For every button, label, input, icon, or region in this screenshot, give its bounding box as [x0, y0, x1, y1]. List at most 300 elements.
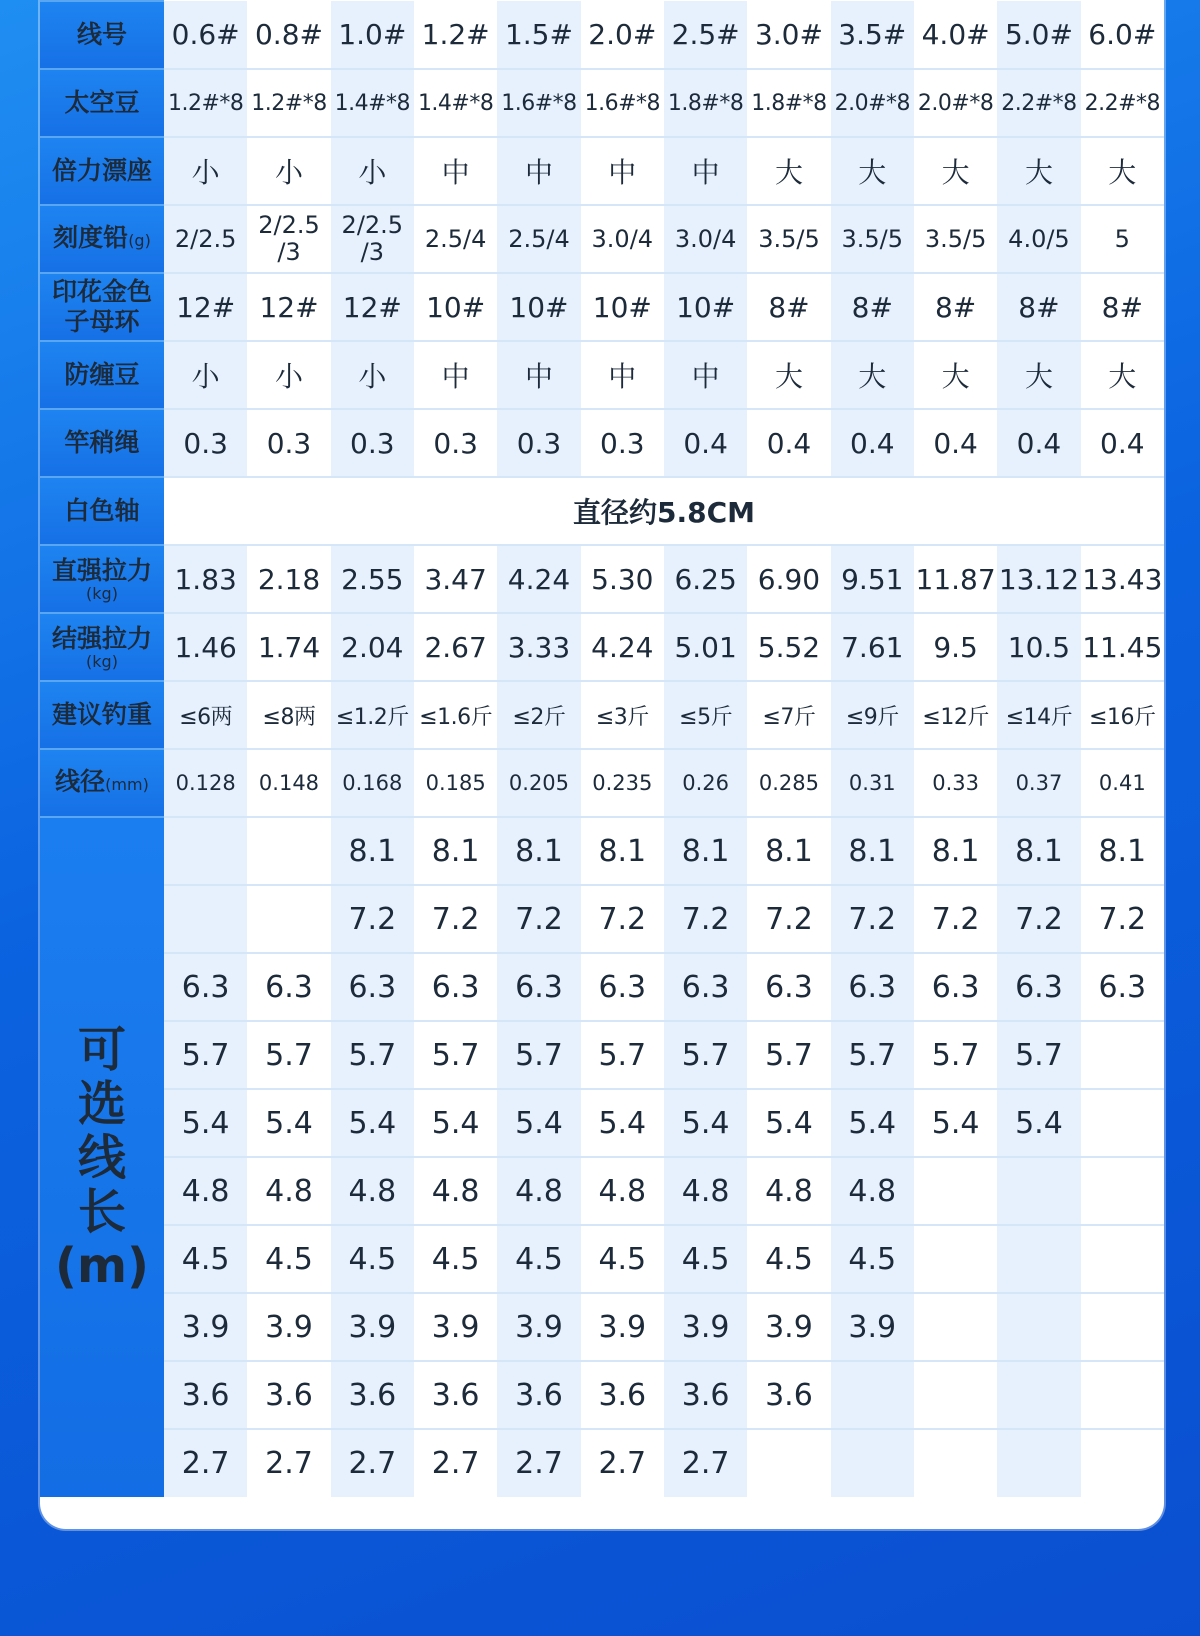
length-cell [831, 1361, 914, 1429]
length-cell: 4.5 [497, 1225, 580, 1293]
spec-cell: ≤7斤 [747, 681, 830, 749]
spec-cell: ≤1.6斤 [414, 681, 497, 749]
spec-cell: 3.5/5 [747, 205, 830, 273]
spec-cell: 1.6#*8 [497, 69, 580, 137]
spec-cell: 1.74 [247, 613, 330, 681]
spec-cell: 大 [747, 137, 830, 205]
spec-cell: 1.46 [164, 613, 247, 681]
length-cell: 3.9 [747, 1293, 830, 1361]
spec-cell: ≤5斤 [664, 681, 747, 749]
spec-cell: 4.24 [581, 613, 664, 681]
spec-row-suggested-weight [40, 681, 1164, 749]
length-cell: 6.3 [581, 953, 664, 1021]
spec-cell: ≤16斤 [1081, 681, 1164, 749]
spec-cell: 2.2#*8 [997, 69, 1080, 137]
length-cell: 3.6 [414, 1361, 497, 1429]
length-cell: 4.8 [747, 1157, 830, 1225]
spec-cell: 0.33 [914, 749, 997, 817]
spec-cell: 0.4 [747, 409, 830, 477]
length-cell: 3.6 [331, 1361, 414, 1429]
length-cell: 5.4 [247, 1089, 330, 1157]
length-cell [1081, 1361, 1164, 1429]
spec-cell: 0.185 [414, 749, 497, 817]
length-cell: 6.3 [497, 953, 580, 1021]
length-cell: 2.7 [664, 1429, 747, 1497]
spec-cell-line: 2/2.5 [258, 211, 320, 239]
row-label-anti-tangle [40, 341, 164, 409]
length-cell: 7.2 [414, 885, 497, 953]
spec-cell: 0.4 [997, 409, 1080, 477]
spec-cell: 2.55 [331, 545, 414, 613]
spec-cell: ≤1.2斤 [331, 681, 414, 749]
length-cell: 5.7 [747, 1021, 830, 1089]
row-label-tip-rope [40, 409, 164, 477]
length-row [40, 885, 1164, 953]
spec-cell [331, 205, 414, 273]
length-cell: 5.7 [414, 1021, 497, 1089]
length-cell [1081, 1089, 1164, 1157]
length-cell: 4.8 [581, 1157, 664, 1225]
spec-cell: 大 [831, 137, 914, 205]
spec-cell: 5.52 [747, 613, 830, 681]
length-cell: 5.7 [997, 1021, 1080, 1089]
spec-cell: 中 [414, 137, 497, 205]
row-label-text: 倍力漂座 [51, 156, 152, 185]
length-cell: 4.8 [164, 1157, 247, 1225]
length-cell: 5.4 [997, 1089, 1080, 1157]
length-cell: 5.7 [664, 1021, 747, 1089]
length-cell: 3.6 [164, 1361, 247, 1429]
length-cell: 3.9 [331, 1293, 414, 1361]
spec-card [40, 0, 1164, 1529]
spec-cell: 0.128 [164, 749, 247, 817]
spec-cell: 13.43 [1081, 545, 1164, 613]
length-cell: 3.9 [581, 1293, 664, 1361]
length-cell: 8.1 [997, 817, 1080, 885]
spec-cell: 中 [581, 341, 664, 409]
spec-cell: 7.61 [831, 613, 914, 681]
row-label-text: 防缠豆 [64, 360, 140, 389]
spec-row-white-spool [40, 477, 1164, 545]
spec-cell: 3.0/4 [664, 205, 747, 273]
spec-cell: 2.0# [581, 1, 664, 69]
spec-cell: 1.8#*8 [664, 69, 747, 137]
length-label-char: (m) [55, 1237, 149, 1294]
spec-cell: 3.5/5 [914, 205, 997, 273]
length-cell [914, 1157, 997, 1225]
spec-cell: 3.5/5 [831, 205, 914, 273]
spec-cell: 9.5 [914, 613, 997, 681]
row-label-text: 建议钓重 [51, 700, 152, 729]
spec-cell: 小 [331, 341, 414, 409]
length-cell: 6.3 [664, 953, 747, 1021]
row-label-text: 直强拉力 [51, 556, 152, 585]
spec-row-space-beans [40, 69, 1164, 137]
spec-cell: ≤12斤 [914, 681, 997, 749]
length-cell: 8.1 [331, 817, 414, 885]
spec-cell: 2.2#*8 [1081, 69, 1164, 137]
length-row [40, 817, 1164, 885]
row-label-knot-strength [40, 613, 164, 681]
spec-cell: 5.0# [997, 1, 1080, 69]
length-cell [914, 1361, 997, 1429]
length-cell [914, 1293, 997, 1361]
spec-cell: 0.148 [247, 749, 330, 817]
length-cell: 4.5 [664, 1225, 747, 1293]
row-label-text: 白色轴 [64, 496, 140, 525]
length-cell: 4.5 [164, 1225, 247, 1293]
spec-cell: 中 [581, 137, 664, 205]
spool-diameter-cell: 直径约5.8CM [164, 477, 1164, 545]
spec-cell: 8# [1081, 273, 1164, 341]
spec-cell: 1.83 [164, 545, 247, 613]
spec-cell: 2.04 [331, 613, 414, 681]
spec-cell: 0.4 [914, 409, 997, 477]
spec-cell: 0.205 [497, 749, 580, 817]
length-cell: 7.2 [1081, 885, 1164, 953]
row-label-text: 太空豆 [64, 88, 140, 117]
length-cell: 3.9 [164, 1293, 247, 1361]
spec-cell: 2/2.5 [164, 205, 247, 273]
spec-cell: 0.3 [497, 409, 580, 477]
spec-cell: ≤3斤 [581, 681, 664, 749]
spec-cell: 3.0/4 [581, 205, 664, 273]
spec-cell: 中 [497, 341, 580, 409]
length-cell [1081, 1225, 1164, 1293]
length-options-label [40, 817, 164, 1497]
row-label-suggested-weight [40, 681, 164, 749]
length-row [40, 1361, 1164, 1429]
spec-cell: 6.90 [747, 545, 830, 613]
length-cell: 2.7 [414, 1429, 497, 1497]
length-cell: 4.8 [831, 1157, 914, 1225]
length-cell: 5.7 [164, 1021, 247, 1089]
length-row [40, 953, 1164, 1021]
row-label-unit: (g) [128, 230, 151, 250]
length-cell: 4.8 [664, 1157, 747, 1225]
spec-cell: 12# [247, 273, 330, 341]
spec-cell: 10# [414, 273, 497, 341]
length-cell: 8.1 [1081, 817, 1164, 885]
spec-cell: 10.5 [997, 613, 1080, 681]
length-cell: 7.2 [914, 885, 997, 953]
spec-cell: 10# [664, 273, 747, 341]
row-label-text: 线号 [76, 20, 127, 49]
spec-cell: 0.4 [1081, 409, 1164, 477]
length-cell: 2.7 [497, 1429, 580, 1497]
length-cell: 3.9 [247, 1293, 330, 1361]
length-cell [747, 1429, 830, 1497]
row-label-text: 刻度铅 [53, 222, 129, 252]
spec-cell: 0.4 [831, 409, 914, 477]
length-cell: 3.9 [831, 1293, 914, 1361]
spec-cell: 4.24 [497, 545, 580, 613]
length-cell: 7.2 [747, 885, 830, 953]
length-cell: 3.6 [247, 1361, 330, 1429]
spec-cell: 0.235 [581, 749, 664, 817]
spec-cell: 1.4#*8 [414, 69, 497, 137]
row-label-unit: (kg) [86, 584, 118, 603]
length-row [40, 1429, 1164, 1497]
length-cell: 8.1 [664, 817, 747, 885]
length-label-char: 选 [77, 1075, 126, 1132]
length-cell: 7.2 [497, 885, 580, 953]
spec-cell: 0.285 [747, 749, 830, 817]
spec-row-float-seat [40, 137, 1164, 205]
spec-cell: 0.8# [247, 1, 330, 69]
length-cell: 3.6 [747, 1361, 830, 1429]
length-cell [247, 885, 330, 953]
spec-cell: 0.168 [331, 749, 414, 817]
spec-cell: 0.4 [664, 409, 747, 477]
spec-cell: 11.45 [1081, 613, 1164, 681]
row-label-unit: (mm) [105, 774, 149, 794]
length-row [40, 1293, 1164, 1361]
spec-row-line-diameter [40, 749, 1164, 817]
spec-cell: 大 [831, 341, 914, 409]
spec-cell: 大 [997, 137, 1080, 205]
row-label-straight-strength [40, 545, 164, 613]
length-cell: 5.4 [914, 1089, 997, 1157]
spec-cell: 6.25 [664, 545, 747, 613]
spec-cell: 2.0#*8 [831, 69, 914, 137]
length-cell: 5.7 [581, 1021, 664, 1089]
length-cell: 5.4 [414, 1089, 497, 1157]
spec-cell: 4.0/5 [997, 205, 1080, 273]
length-cell [997, 1293, 1080, 1361]
length-cell: 3.6 [664, 1361, 747, 1429]
length-cell [164, 817, 247, 885]
row-label-white-spool [40, 477, 164, 545]
spec-cell: 0.37 [997, 749, 1080, 817]
spec-cell: 8# [914, 273, 997, 341]
row-label-scale-lead [40, 205, 164, 273]
length-cell [831, 1429, 914, 1497]
length-cell: 8.1 [581, 817, 664, 885]
length-row [40, 1089, 1164, 1157]
spec-cell: 1.4#*8 [331, 69, 414, 137]
length-cell [1081, 1021, 1164, 1089]
spec-table [40, 0, 1164, 1497]
length-cell: 6.3 [831, 953, 914, 1021]
length-cell: 8.1 [414, 817, 497, 885]
length-cell: 4.8 [497, 1157, 580, 1225]
length-cell [1081, 1293, 1164, 1361]
spec-cell: 0.3 [414, 409, 497, 477]
spec-cell: 中 [497, 137, 580, 205]
length-cell: 8.1 [497, 817, 580, 885]
spec-cell: 0.3 [581, 409, 664, 477]
length-cell: 6.3 [1081, 953, 1164, 1021]
row-label-swivel-ring [40, 273, 164, 341]
length-cell [914, 1429, 997, 1497]
spec-cell: 中 [664, 341, 747, 409]
length-cell: 5.7 [914, 1021, 997, 1089]
spec-cell: 小 [247, 137, 330, 205]
spec-cell: 5.30 [581, 545, 664, 613]
length-cell: 3.9 [664, 1293, 747, 1361]
spec-cell: 12# [164, 273, 247, 341]
length-cell: 3.9 [414, 1293, 497, 1361]
spec-row-anti-tangle [40, 341, 1164, 409]
spec-cell: 大 [914, 137, 997, 205]
spec-cell: 3.5# [831, 1, 914, 69]
spec-row-line-number [40, 1, 1164, 69]
spec-cell: 11.87 [914, 545, 997, 613]
spec-cell: 8# [747, 273, 830, 341]
spec-cell: 0.26 [664, 749, 747, 817]
spec-cell: 大 [997, 341, 1080, 409]
length-cell: 7.2 [997, 885, 1080, 953]
spec-cell: 13.12 [997, 545, 1080, 613]
length-cell: 6.3 [164, 953, 247, 1021]
length-cell: 2.7 [331, 1429, 414, 1497]
spec-cell: 大 [1081, 137, 1164, 205]
spec-cell: 小 [247, 341, 330, 409]
length-cell: 7.2 [664, 885, 747, 953]
spec-cell: 1.8#*8 [747, 69, 830, 137]
length-cell: 5.4 [497, 1089, 580, 1157]
spec-cell: 1.2# [414, 1, 497, 69]
length-cell: 3.6 [497, 1361, 580, 1429]
spec-cell: 0.3 [247, 409, 330, 477]
spec-cell: 小 [164, 137, 247, 205]
spec-cell: 0.31 [831, 749, 914, 817]
spec-cell: 中 [414, 341, 497, 409]
length-cell: 6.3 [997, 953, 1080, 1021]
length-cell: 6.3 [331, 953, 414, 1021]
length-row [40, 1225, 1164, 1293]
spec-cell-line: /3 [277, 238, 301, 266]
spec-cell: ≤6两 [164, 681, 247, 749]
length-cell: 4.8 [414, 1157, 497, 1225]
spec-cell: ≤8两 [247, 681, 330, 749]
row-label-line2: 子母环 [64, 307, 140, 336]
spec-cell: 10# [581, 273, 664, 341]
length-cell: 4.5 [414, 1225, 497, 1293]
row-label-text: 结强拉力 [51, 624, 152, 653]
length-label-char: 可 [77, 1021, 126, 1078]
length-cell: 7.2 [831, 885, 914, 953]
spec-cell: 0.3 [331, 409, 414, 477]
spec-row-tip-rope [40, 409, 1164, 477]
length-cell: 2.7 [247, 1429, 330, 1497]
spec-cell: 0.6# [164, 1, 247, 69]
length-cell [914, 1225, 997, 1293]
spec-cell: 9.51 [831, 545, 914, 613]
spec-cell: 12# [331, 273, 414, 341]
spec-cell-line: /3 [360, 238, 384, 266]
row-label-text: 竿稍绳 [64, 428, 140, 457]
spec-cell: 1.0# [331, 1, 414, 69]
row-label-float-seat [40, 137, 164, 205]
spec-cell: 0.3 [164, 409, 247, 477]
length-cell: 5.4 [331, 1089, 414, 1157]
spec-cell [247, 205, 330, 273]
length-cell: 5.7 [831, 1021, 914, 1089]
length-cell: 2.7 [581, 1429, 664, 1497]
length-cell: 5.4 [747, 1089, 830, 1157]
length-cell [997, 1361, 1080, 1429]
length-cell: 5.7 [247, 1021, 330, 1089]
length-cell [164, 885, 247, 953]
spec-cell: 2.5/4 [414, 205, 497, 273]
length-cell: 6.3 [914, 953, 997, 1021]
length-cell: 5.4 [164, 1089, 247, 1157]
length-cell [1081, 1429, 1164, 1497]
length-cell: 4.5 [247, 1225, 330, 1293]
length-cell: 6.3 [247, 953, 330, 1021]
length-row [40, 1157, 1164, 1225]
length-cell: 4.5 [747, 1225, 830, 1293]
spec-cell: 2.0#*8 [914, 69, 997, 137]
length-label-char: 线 [77, 1129, 126, 1186]
length-cell: 5.4 [581, 1089, 664, 1157]
length-cell: 6.3 [747, 953, 830, 1021]
spec-cell: 8# [997, 273, 1080, 341]
length-label-char: 长 [77, 1183, 126, 1240]
row-label-space-beans [40, 69, 164, 137]
spec-cell: 3.0# [747, 1, 830, 69]
spec-cell: 8# [831, 273, 914, 341]
length-cell: 3.6 [581, 1361, 664, 1429]
length-cell: 7.2 [331, 885, 414, 953]
spec-cell: 大 [747, 341, 830, 409]
spec-row-knot-strength [40, 613, 1164, 681]
row-label-unit: (kg) [86, 652, 118, 671]
length-cell: 8.1 [831, 817, 914, 885]
row-label-text: 线径 [55, 766, 106, 796]
length-cell: 8.1 [914, 817, 997, 885]
spec-cell: 2.67 [414, 613, 497, 681]
spec-cell: 3.33 [497, 613, 580, 681]
row-label-line-number [40, 1, 164, 69]
length-cell: 4.8 [247, 1157, 330, 1225]
spec-cell: 2.5/4 [497, 205, 580, 273]
length-cell [997, 1429, 1080, 1497]
length-cell: 4.5 [581, 1225, 664, 1293]
row-label-line1: 印花金色 [51, 277, 152, 306]
spec-cell: 3.47 [414, 545, 497, 613]
spec-cell: ≤2斤 [497, 681, 580, 749]
spec-cell: 6.0# [1081, 1, 1164, 69]
length-cell: 4.5 [331, 1225, 414, 1293]
spec-cell: 小 [164, 341, 247, 409]
length-cell: 2.7 [164, 1429, 247, 1497]
spec-cell: 5 [1081, 205, 1164, 273]
spec-cell: 大 [1081, 341, 1164, 409]
length-cell: 6.3 [414, 953, 497, 1021]
length-row [40, 1021, 1164, 1089]
length-cell: 7.2 [581, 885, 664, 953]
spec-cell: 小 [331, 137, 414, 205]
spec-cell: 1.2#*8 [247, 69, 330, 137]
spec-cell: ≤9斤 [831, 681, 914, 749]
spec-cell-line: 2/2.5 [341, 211, 404, 239]
spec-table-body [40, 1, 1164, 1497]
spec-cell: 4.0# [914, 1, 997, 69]
length-cell: 5.7 [497, 1021, 580, 1089]
spec-row-scale-lead [40, 205, 1164, 273]
spec-cell: 2.5# [664, 1, 747, 69]
spec-row-straight-strength [40, 545, 1164, 613]
length-cell: 4.8 [331, 1157, 414, 1225]
spec-cell: 5.01 [664, 613, 747, 681]
spec-cell: 中 [664, 137, 747, 205]
length-cell: 8.1 [747, 817, 830, 885]
length-cell: 5.4 [831, 1089, 914, 1157]
spec-cell: 0.41 [1081, 749, 1164, 817]
